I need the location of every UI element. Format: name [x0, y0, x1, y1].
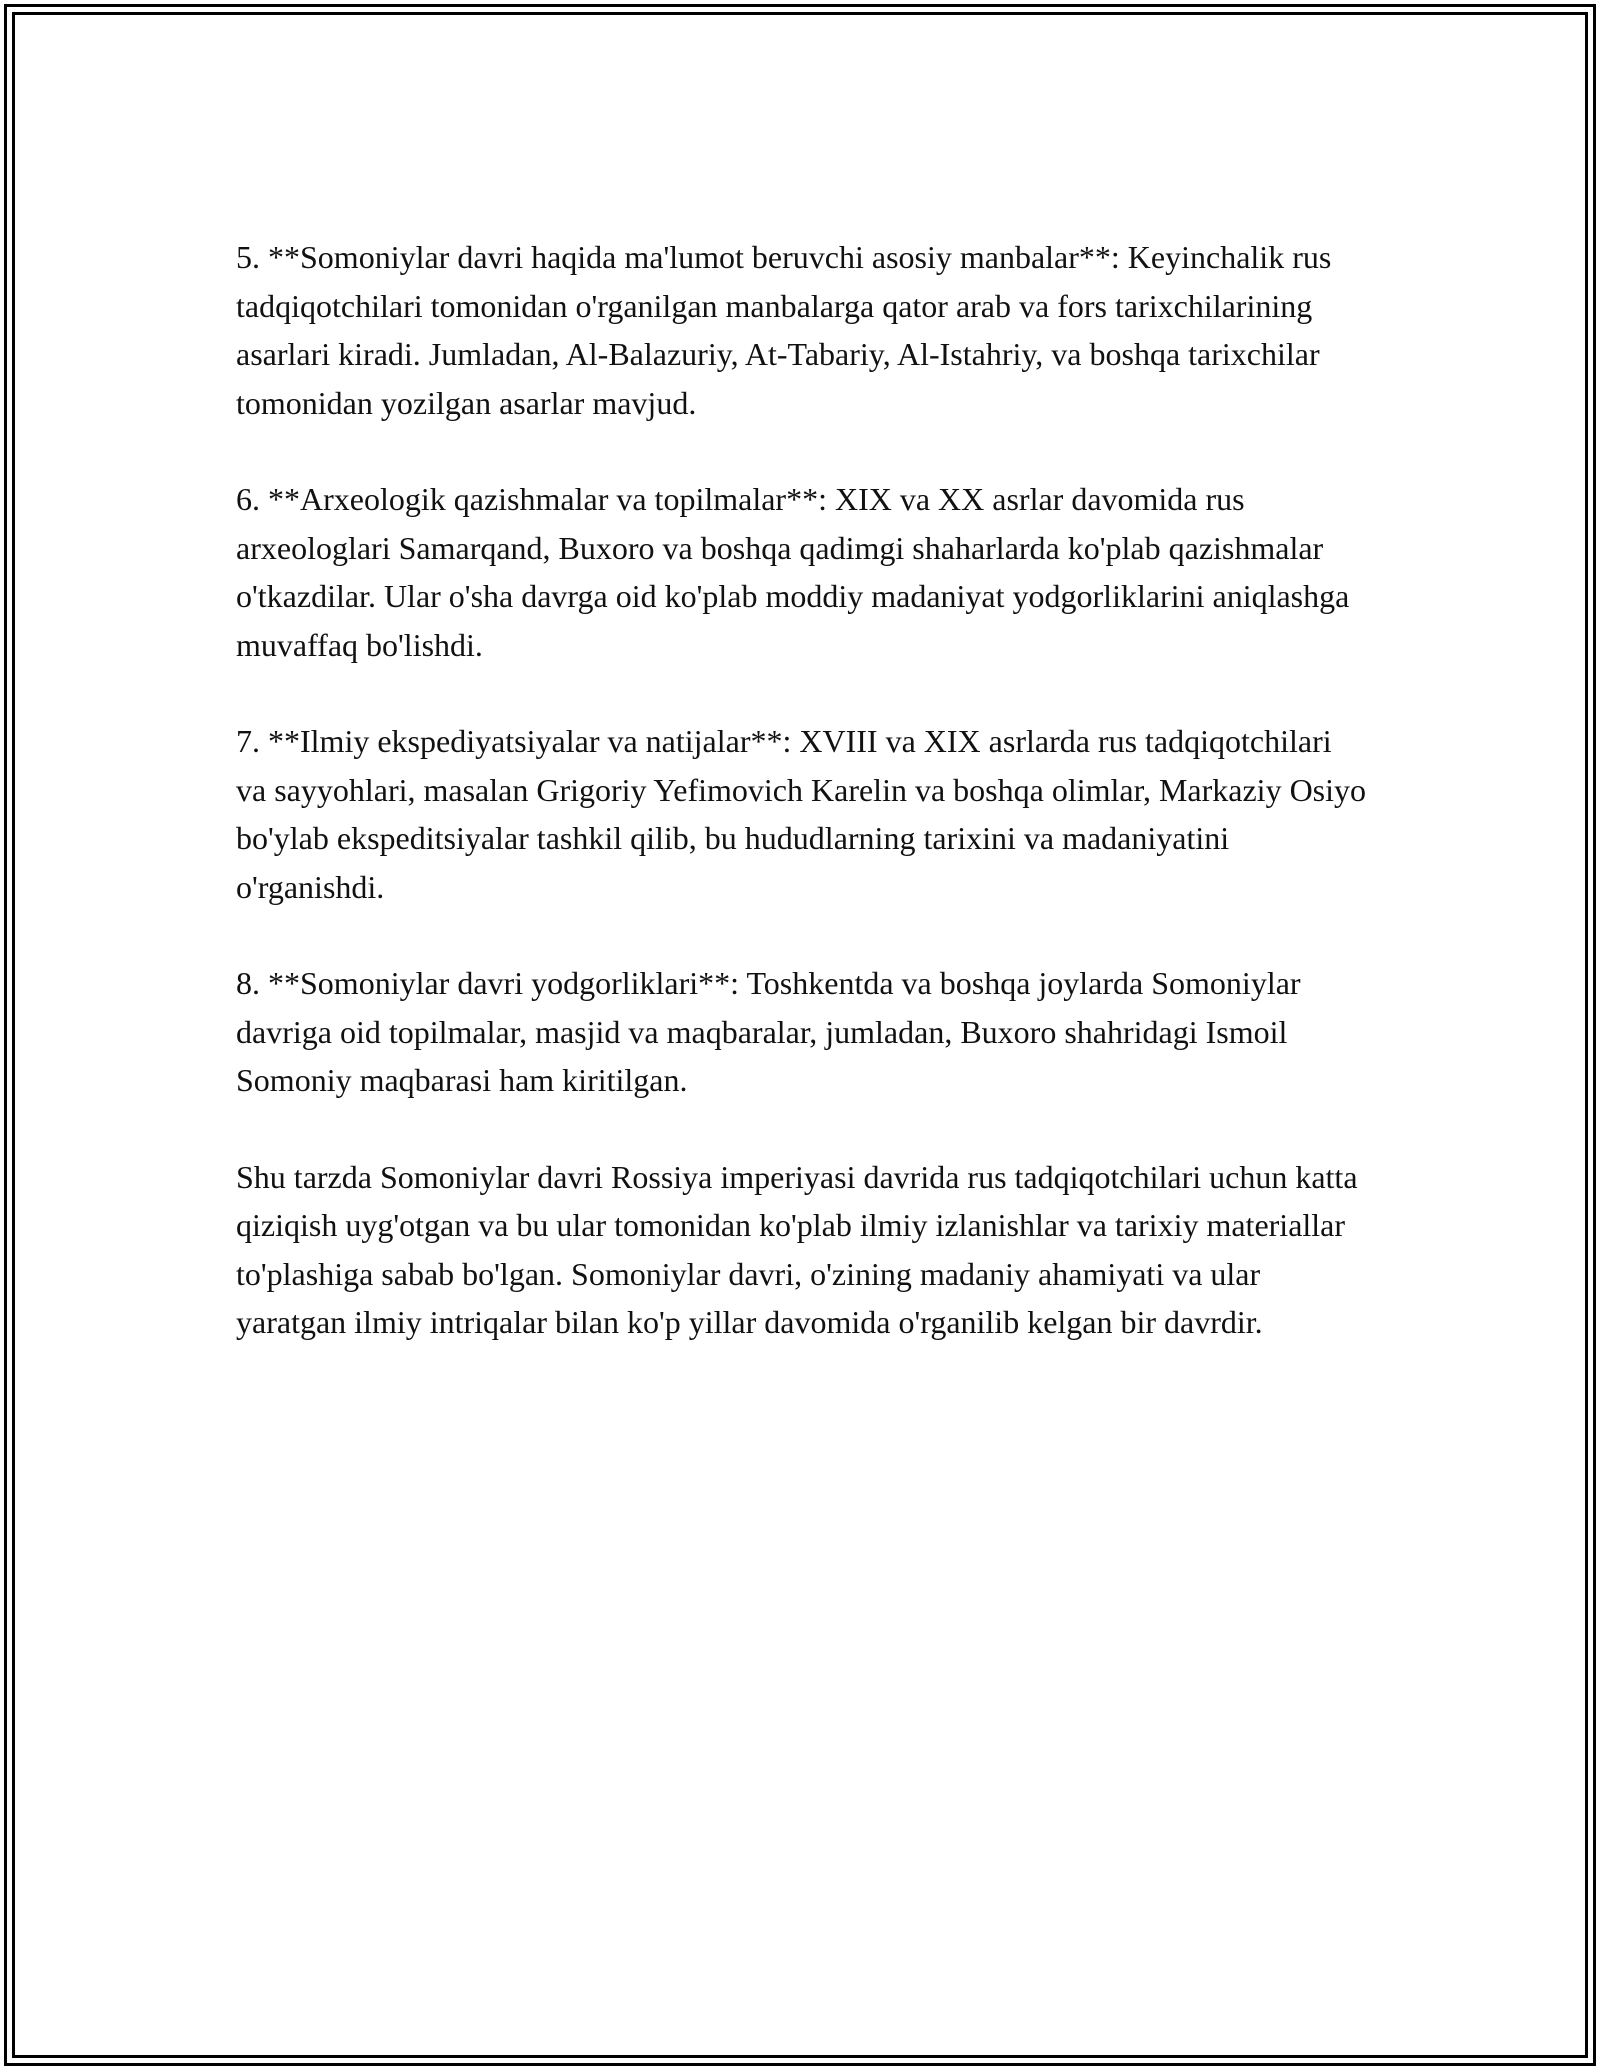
paragraph-7-expeditions: 7. **Ilmiy ekspediyatsiyalar va natijalar**: XVIII va XIX asrlarda rus tadqiqotchilari va sayyohlari, masalan Grigoriy Yefimovich Karelin va boshqa olimlar, Markaziy Osiyo bo'ylab ekspeditsiyalar tashkil qilib, bu hududlarning tarixini va madaniyatini o'rganishdi. — [236, 723, 1367, 905]
paragraph-8-monuments: 8. **Somoniylar davri yodgorliklari**: Toshkentda va boshqa joylarda Somoniylar davriga oid topilmalar, masjid va maqbaralar, jumladan, Buxoro shahridagi Ismoil Somoniy maqbarasi ham kiritilgan. — [236, 965, 1301, 1098]
paragraph-conclusion: Shu tarzda Somoniylar davri Rossiya imperiyasi davrida rus tadqiqotchilari uchun katta qiziqish uyg'otgan va bu ular tomonidan ko'plab ilmiy izlanishlar va tarixiy materiallar to'plashiga sabab bo'lgan. Somoniylar davri, o'zining madaniy ahamiyati va ular yaratgan ilmiy intriqalar bilan ko'p yillar davomida o'rganilib kelgan bir davrdir. — [236, 1158, 1358, 1340]
document-body — [236, 233, 1366, 1347]
paragraph-5-sources: 5. **Somoniylar davri haqida ma'lumot beruvchi asosiy manbalar**: Keyinchalik rus tadqiqotchilari tomonidan o'rganilgan manbalarga qator arab va fors tarixchilarining asarlari kiradi. Jumladan, Al-Balazuriy, At-Tabariy, Al-Istahriy, va boshqa tarixchilar tomonidan yozilgan asarlar mavjud. — [236, 239, 1332, 421]
paragraph-6-archaeology: 6. **Arxeologik qazishmalar va topilmalar**: XIX va XX asrlar davomida rus arxeologlari Samarqand, Buxoro va boshqa qadimgi shaharlarda ko'plab qazishmalar o'tkazdilar. Ular o'sha davrga oid ko'plab moddiy madaniyat yodgorliklarini aniqlashga muvaffaq bo'lishdi. — [236, 481, 1350, 663]
